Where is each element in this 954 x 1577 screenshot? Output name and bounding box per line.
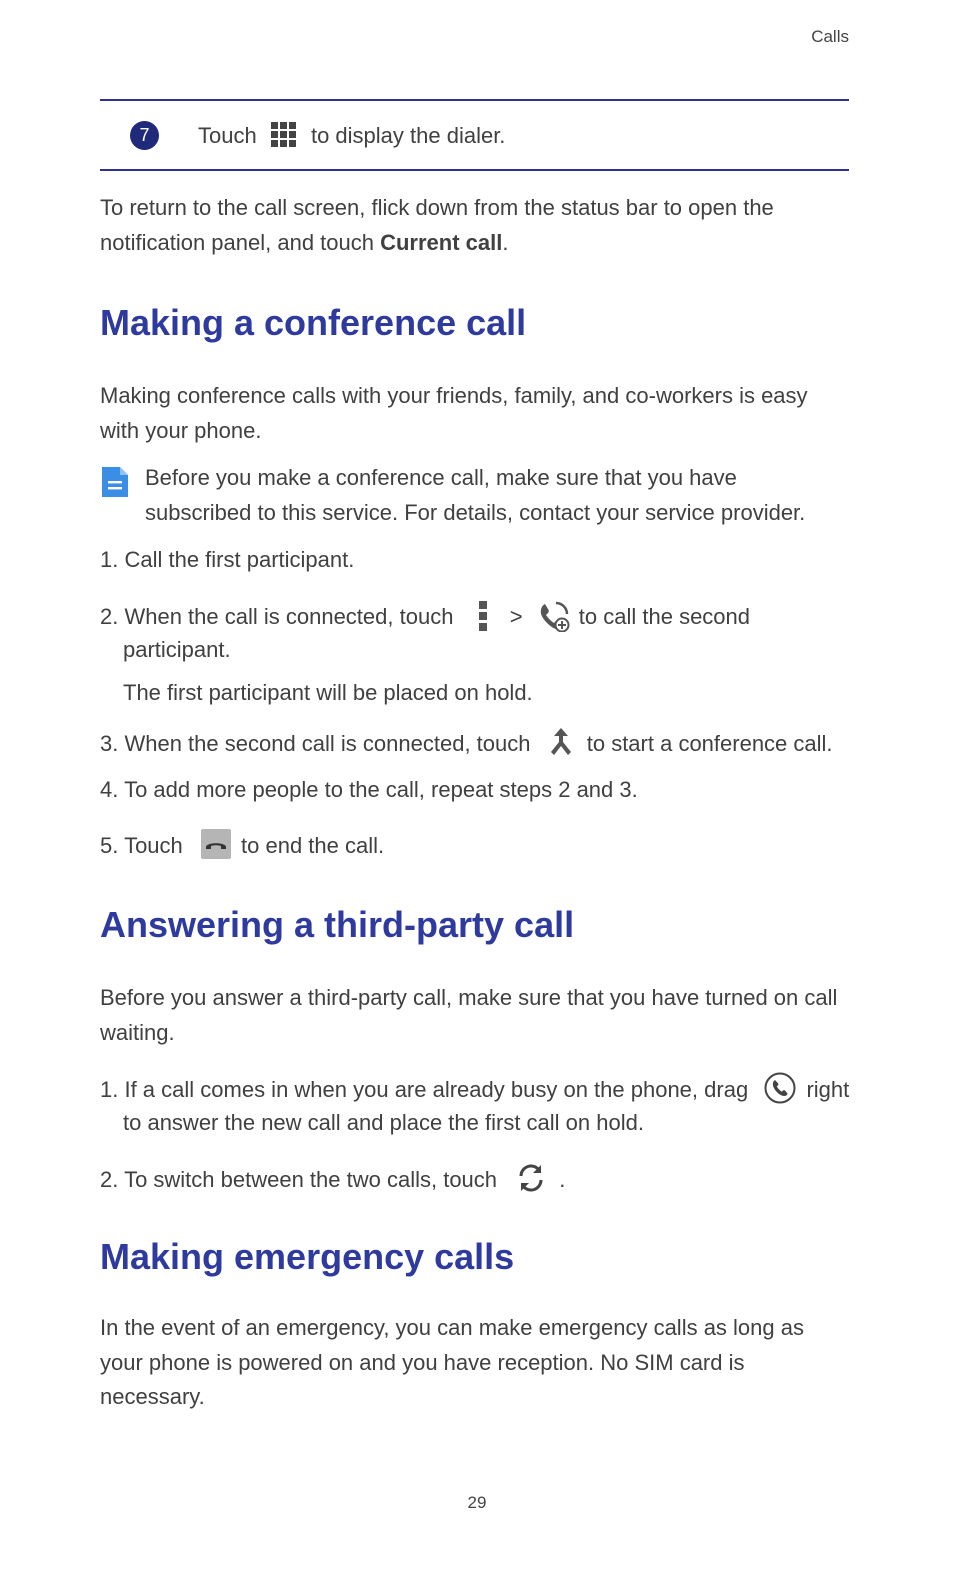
conference-heading: Making a conference call — [100, 302, 527, 343]
third-party-step-2: 2. To switch between the two calls, touch . — [100, 1165, 565, 1197]
conference-step-2-line-2: participant. — [123, 637, 231, 662]
dialpad-grid-icon — [269, 121, 299, 149]
table-bottom-rule — [100, 169, 849, 171]
add-call-icon — [537, 600, 571, 632]
return-paragraph — [100, 191, 852, 260]
conference-step-2-sub: The first participant will be placed on hold. — [123, 680, 533, 705]
table-top-rule — [100, 99, 849, 101]
conference-step-4: 4. To add more people to the call, repeat steps 2 and 3. — [100, 777, 638, 802]
vertical-dots-menu-icon — [476, 600, 490, 632]
third-party-step-1: 1. If a call comes in when you are already busy on the phone, drag right — [100, 1075, 849, 1107]
conference-note: Before you make a conference call, make sure that you have subscribed to this service. For details, contact your service provider. — [145, 465, 806, 525]
step-7-row — [100, 102, 849, 170]
current-call-bold: Current call — [380, 229, 503, 255]
end-call-icon — [201, 829, 231, 859]
note-icon — [100, 465, 130, 504]
answer-call-icon — [764, 1072, 796, 1104]
conference-step-1: 1. Call the first participant. — [100, 547, 355, 572]
third-party-heading: Answering a third-party call — [100, 904, 575, 945]
conference-step-5: 5. Touch to end the call. — [100, 832, 384, 862]
third-party-intro: Before you answer a third-party call, make sure that you have turned on call waiting. — [100, 985, 838, 1045]
return-line-1: To return to the call screen, flick down from the status bar to open the — [100, 195, 774, 220]
emergency-paragraph: In the event of an emergency, you can make emergency calls as long as your phone is powered on and you have reception. No SIM card is necessary. — [100, 1315, 804, 1409]
step-7-text — [198, 123, 505, 151]
step-7-post: to display the dialer. — [310, 123, 506, 148]
conference-intro: Making conference calls with your friends, family, and co-workers is easy with your phone. — [100, 383, 808, 443]
conference-step-3: 3. When the second call is connected, touch to start a conference call. — [100, 729, 833, 761]
running-header: Calls — [811, 27, 849, 46]
third-party-step-1-line-2: to answer the new call and place the first call on hold. — [123, 1110, 644, 1135]
conference-step-2: 2. When the call is connected, touch > to call the second — [100, 602, 750, 634]
step-number-badge: 7 — [130, 121, 159, 150]
return-line-2: notification panel, and touch Current call. — [100, 229, 509, 255]
page-number: 29 — [467, 1493, 487, 1512]
merge-calls-icon — [547, 726, 575, 758]
step-7-pre: Touch — [198, 123, 257, 148]
swap-calls-icon — [515, 1162, 547, 1194]
emergency-heading: Making emergency calls — [100, 1236, 515, 1277]
